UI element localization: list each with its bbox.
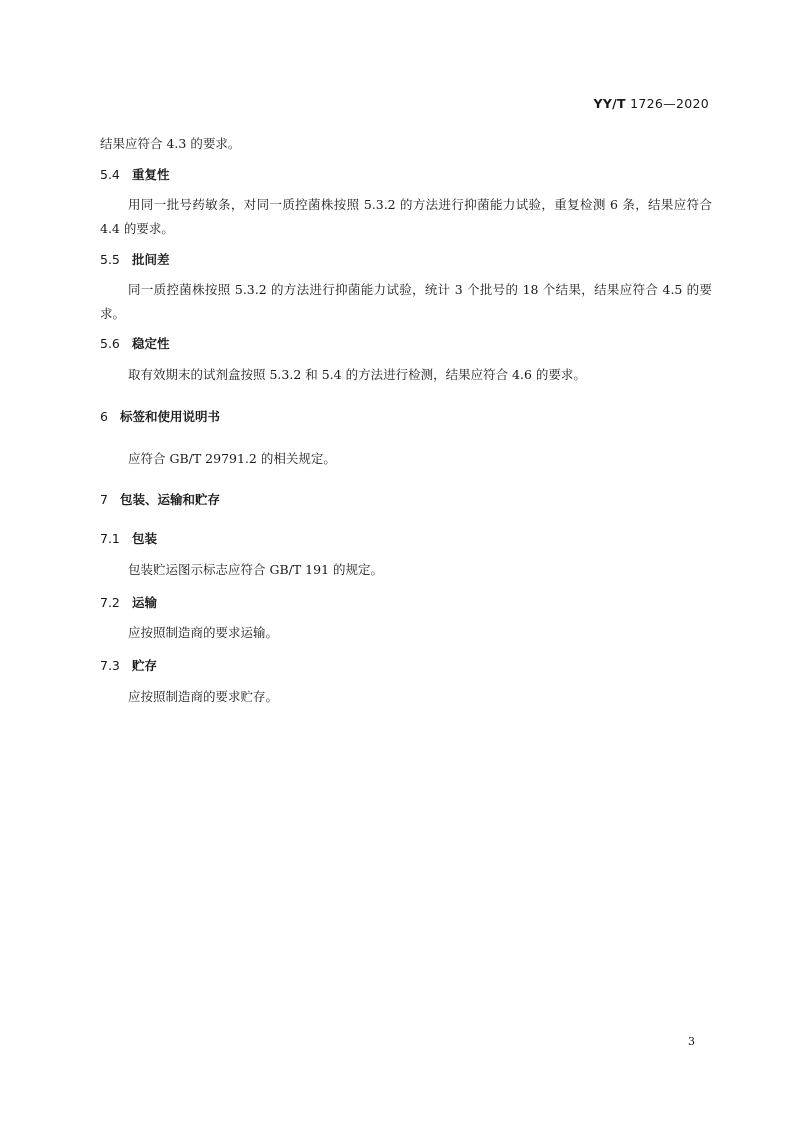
section-title: 标签和使用说明书 [120,409,221,424]
section-title: 重复性 [132,167,170,182]
standard-prefix: YY/T [593,96,626,111]
section-number: 5.6 [100,336,120,351]
section-number: 7.3 [100,658,120,673]
section-title: 稳定性 [132,336,170,351]
section-heading-6 [100,407,220,427]
section-paragraph-6: 应符合 GB/T 29791.2 的相关规定。 [128,451,336,466]
section-number: 6 [100,409,108,424]
section-heading-7-3 [100,656,157,676]
section-paragraph-5-6: 取有效期末的试剂盒按照 5.3.2 和 5.4 的方法进行检测，结果应符合 4.6 的要求。 [128,367,586,382]
section-paragraph-5-5: 同一质控菌株按照 5.3.2 的方法进行抑菌能力试验，统计 3 个批号的 18 个结果，结果应符合 4.5 的要求。 [100,282,712,321]
section-number: 7.1 [100,531,120,546]
section-paragraph-5-4: 用同一批号药敏条，对同一质控菌株按照 5.3.2 的方法进行抑菌能力试验，重复检测 6 条，结果应符合 4.4 的要求。 [100,197,712,236]
section-heading-7-2 [100,593,157,613]
standard-number: 1726—2020 [630,96,709,111]
section-heading-5-4 [100,165,170,185]
standard-code-header [593,96,709,111]
section-heading-5-6 [100,334,170,354]
section-paragraph-7-1: 包装贮运图示标志应符合 GB/T 191 的规定。 [128,562,383,577]
section-number: 7 [100,492,108,507]
section-title: 包装 [132,531,158,546]
section-number: 7.2 [100,595,120,610]
page-number: 3 [688,1035,695,1048]
section-heading-7 [100,490,220,510]
section-paragraph-7-2: 应按照制造商的要求运输。 [128,625,279,640]
continuation-text: 结果应符合 4.3 的要求。 [100,136,241,151]
section-number: 5.5 [100,252,120,267]
section-title: 运输 [132,595,158,610]
section-heading-5-5 [100,250,170,270]
section-heading-7-1 [100,529,157,549]
section-title: 批间差 [132,252,170,267]
section-title: 包装、运输和贮存 [120,492,221,507]
section-title: 贮存 [132,658,158,673]
section-paragraph-7-3: 应按照制造商的要求贮存。 [128,689,279,704]
section-number: 5.4 [100,167,120,182]
